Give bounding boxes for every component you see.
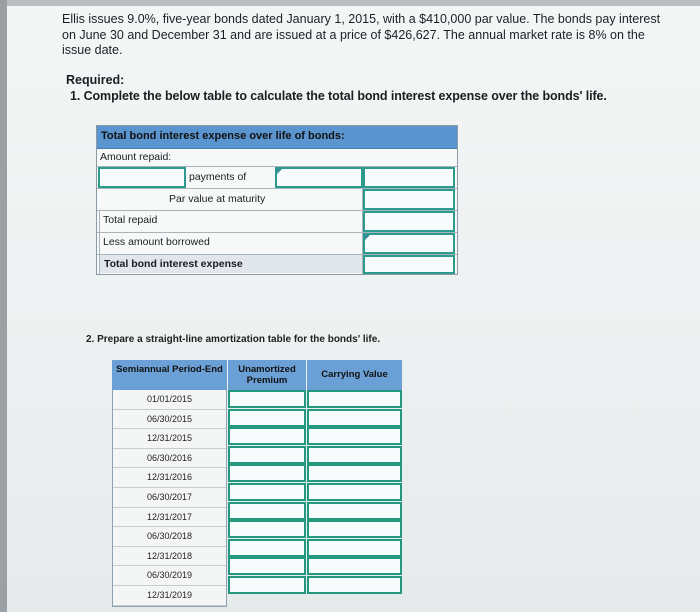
unamortized-premium-input[interactable] [228, 557, 306, 575]
period-date: 12/31/2016 [113, 468, 226, 488]
interest-expense-table-title: Total bond interest expense over life of bonds: [101, 130, 345, 142]
cell-marker-icon [365, 235, 370, 240]
table-row [228, 409, 402, 428]
carrying-value-input[interactable] [307, 390, 402, 408]
period-date: 06/30/2017 [113, 488, 226, 508]
interest-expense-table-header [97, 126, 457, 149]
amount-repaid-label: Amount repaid: [100, 151, 172, 163]
unamortized-premium-input[interactable] [228, 390, 306, 408]
interest-expense-table [96, 125, 458, 275]
unamortized-premium-input[interactable] [228, 464, 306, 482]
par-value-input[interactable] [363, 189, 455, 210]
carrying-value-input[interactable] [307, 446, 402, 464]
table-row [228, 557, 402, 576]
period-date: 06/30/2018 [113, 527, 226, 547]
requirement-2: 2. Prepare a straight-line amortization table for the bonds' life. [86, 334, 381, 345]
table-row [228, 390, 402, 409]
carrying-value-input[interactable] [307, 539, 402, 557]
table-row [228, 464, 402, 483]
requirement-1: 1. Complete the below table to calculate the total bond interest expense over the bonds' life. [70, 89, 607, 103]
table-row [228, 427, 402, 446]
table-row [228, 539, 402, 558]
table-row [228, 520, 402, 539]
table-row [228, 446, 402, 465]
period-date: 06/30/2019 [113, 566, 226, 586]
col-header-carrying-text: Carrying Value [321, 369, 388, 380]
carrying-value-input[interactable] [307, 576, 402, 594]
period-date: 12/31/2017 [113, 508, 226, 528]
payment-amount-input[interactable] [275, 167, 363, 188]
number-of-payments-input[interactable] [98, 167, 186, 188]
column-divider [362, 188, 363, 274]
amortization-table [112, 360, 402, 600]
period-date: 12/31/2015 [113, 429, 226, 449]
column-divider [99, 210, 100, 274]
period-end-column [112, 390, 227, 607]
period-date: 12/31/2018 [113, 547, 226, 567]
carrying-value-input[interactable] [307, 520, 402, 538]
par-value-label: Par value at maturity [169, 193, 266, 205]
total-repaid-input[interactable] [363, 211, 455, 232]
unamortized-premium-input[interactable] [228, 539, 306, 557]
less-borrowed-label: Less amount borrowed [103, 236, 210, 248]
unamortized-premium-input[interactable] [228, 520, 306, 538]
unamortized-premium-input[interactable] [228, 576, 306, 594]
cell-marker-icon [277, 169, 282, 174]
unamortized-premium-input[interactable] [228, 409, 306, 427]
table-row [228, 502, 402, 521]
unamortized-premium-input[interactable] [228, 483, 306, 501]
period-date: 01/01/2015 [113, 390, 226, 410]
period-date: 06/30/2015 [113, 410, 226, 430]
period-date: 06/30/2016 [113, 449, 226, 469]
table-row [228, 576, 402, 595]
unamortized-premium-input[interactable] [228, 502, 306, 520]
total-repaid-label: Total repaid [103, 214, 158, 226]
col-header-period [112, 360, 227, 390]
amortization-entries [228, 390, 402, 595]
carrying-value-input[interactable] [307, 557, 402, 575]
carrying-value-input[interactable] [307, 502, 402, 520]
unamortized-premium-input[interactable] [228, 446, 306, 464]
col-header-premium-text: Unamortized Premium [238, 364, 296, 386]
carrying-value-input[interactable] [307, 464, 402, 482]
col-header-carrying [307, 360, 402, 390]
carrying-value-input[interactable] [307, 483, 402, 501]
required-heading: Required: [66, 73, 125, 87]
payments-of-label: payments of [189, 171, 247, 183]
problem-intro: Ellis issues 9.0%, five-year bonds dated January 1, 2015, with a $410,000 par value. The bonds pay interest on June 30 and December 31 and are issued at a price of $426,627. The annual market rate is 8% on the issue date. [62, 12, 661, 57]
table-row [228, 483, 402, 502]
carrying-value-input[interactable] [307, 409, 402, 427]
unamortized-premium-input[interactable] [228, 427, 306, 445]
payments-total-input[interactable] [363, 167, 455, 188]
total-expense-input[interactable] [363, 255, 455, 274]
col-header-period-text: Semiannual Period-End [116, 364, 223, 375]
total-expense-label: Total bond interest expense [104, 258, 243, 270]
amount-borrowed-input[interactable] [363, 233, 455, 254]
period-date: 12/31/2019 [113, 586, 226, 606]
carrying-value-input[interactable] [307, 427, 402, 445]
col-header-premium [228, 360, 306, 390]
